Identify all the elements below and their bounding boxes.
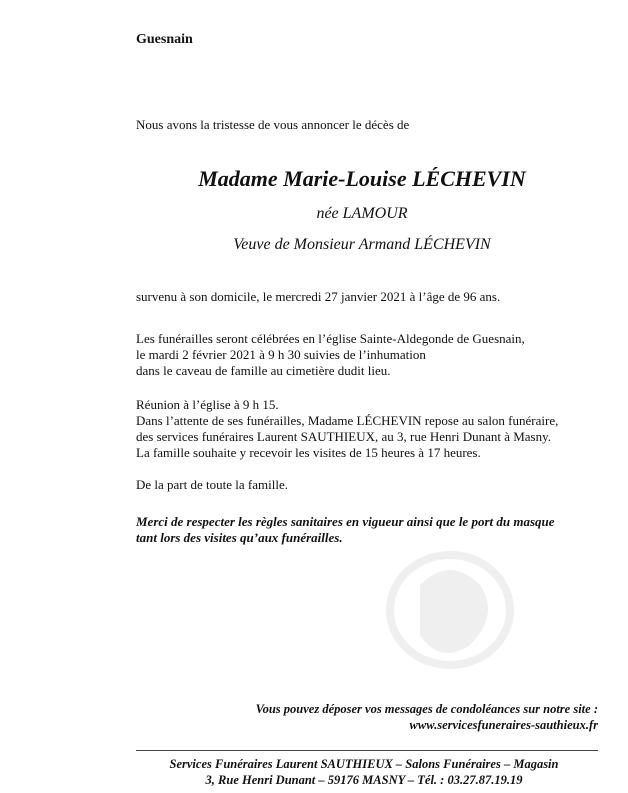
deceased-name: Madame Marie-Louise LÉCHEVIN [198, 166, 526, 191]
funeral-paragraph [136, 331, 525, 379]
meeting-line: La famille souhaite y recevoir les visites de 15 heures à 17 heures. [136, 445, 481, 460]
sanitary-note-line: tant lors des visites qu’aux funérailles. [136, 530, 343, 545]
meeting-paragraph [136, 397, 558, 461]
faded-emblem-watermark [380, 545, 520, 675]
condolences-block [256, 701, 598, 733]
sanitary-note [136, 514, 555, 546]
condolences-text: Vous pouvez déposer vos messages de condoléances sur notre site : [255, 702, 598, 716]
footer-company-line: Services Funéraires Laurent SAUTHIEUX – Salons Funéraires – Magasin [169, 757, 559, 771]
death-line: survenu à son domicile, le mercredi 27 janvier 2021 à l’âge de 96 ans. [136, 289, 501, 304]
maiden-name: née LAMOUR [316, 205, 408, 222]
footer-divider [136, 750, 598, 751]
funeral-line: Les funérailles seront célébrées en l’église Sainte-Aldegonde de Guesnain, [136, 331, 525, 346]
death-paragraph [136, 289, 500, 305]
meeting-line: Réunion à l’église à 9 h 15. [136, 397, 279, 412]
funeral-line: dans le caveau de famille au cimetière dudit lieu. [136, 363, 391, 378]
town-heading: Guesnain [136, 32, 193, 47]
family-line: De la part de toute la famille. [136, 477, 288, 492]
intro-text: Nous avons la tristesse de vous annoncer le décès de [136, 117, 410, 132]
widow-of: Veuve de Monsieur Armand LÉCHEVIN [233, 236, 491, 253]
footer-address-line: 3, Rue Henri Dunant – 59176 MASNY – Tél. : 03.27.87.19.19 [205, 773, 523, 787]
condolences-website-link[interactable]: www.servicesfuneraires-sauthieux.fr [409, 718, 598, 732]
meeting-line: Dans l’attente de ses funérailles, Madame LÉCHEVIN repose au salon funéraire, [136, 413, 559, 428]
sanitary-note-line: Merci de respecter les règles sanitaires en vigueur ainsi que le port du masque [136, 514, 555, 529]
footer [100, 756, 628, 788]
meeting-line: des services funéraires Laurent SAUTHIEUX, au 3, rue Henri Dunant à Masny. [136, 429, 552, 444]
family-paragraph [136, 477, 288, 493]
funeral-line: le mardi 2 février 2021 à 9 h 30 suivies de l’inhumation [136, 347, 426, 362]
